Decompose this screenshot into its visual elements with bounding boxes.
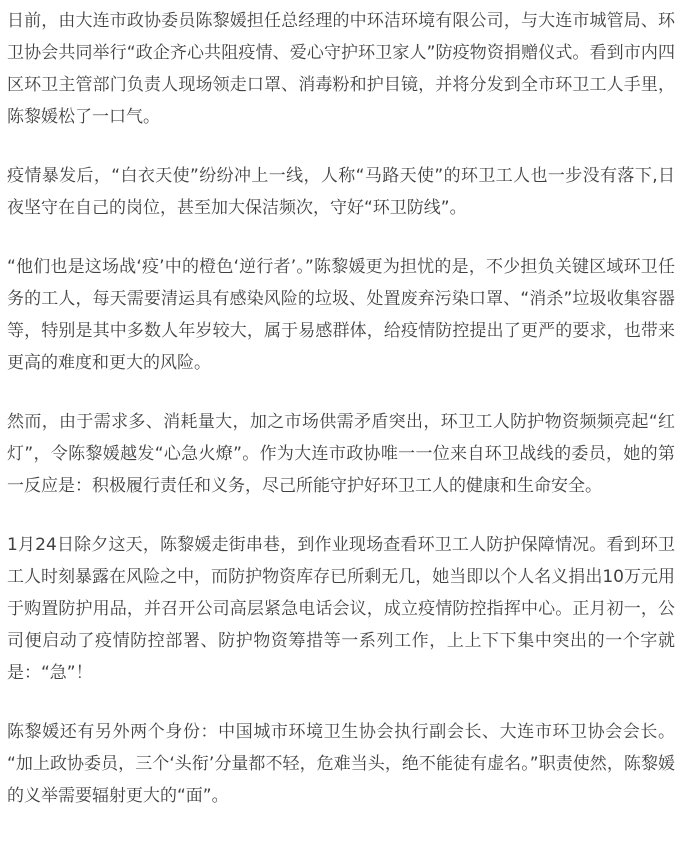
paragraph: “他们也是这场战‘疫’中的橙色‘逆行者’。”陈黎媛更为担忧的是，不少担负关键区域环卫任务的工人，每天需要清运具有感染风险的垃圾、处置废弃污染口罩、“消杀”垃圾收集容器等，特别是其中多数人年岁较大，属于易感群体，给疫情防控提出了更严的要求，也带来更高的难度和更大的风险。 <box>7 257 675 373</box>
paragraph: 日前，由大连市政协委员陈黎媛担任总经理的中环洁环境有限公司，与大连市城管局、环卫协会共同举行“政企齐心共阻疫情、爱心守护环卫家人”防疫物资捐赠仪式。看到市内四区环卫主管部门负责人现场领走口罩、消毒粉和护目镜，并将分发到全市环卫工人手里，陈黎媛松了一口气。 <box>7 11 675 127</box>
paragraph: 1月24日除夕这天，陈黎媛走街串巷，到作业现场查看环卫工人防护保障情况。看到环卫工人时刻暴露在风险之中，而防护物资库存已所剩无几，她当即以个人名义捐出10万元用于购置防护用品，并召开公司高层紧急电话会议，成立疫情防控指挥中心。正月初一，公司便启动了疫情防控部署、防护物资筹措等一系列工作，上上下下集中突出的一个字就是：“急”！ <box>7 535 675 683</box>
paragraph: 然而，由于需求多、消耗量大，加之市场供需矛盾突出，环卫工人防护物资频频亮起“红灯”，令陈黎媛越发“心急火燎”。作为大连市政协唯一一位来自环卫战线的委员，她的第一反应是：积极履行责任和义务，尽己所能守护好环卫工人的健康和生命安全。 <box>7 412 675 496</box>
paragraph: 疫情暴发后，“白衣天使”纷纷冲上一线，人称“马路天使”的环卫工人也一步没有落下,日夜坚守在自己的岗位，甚至加大保洁频次，守好“环卫防线”。 <box>7 166 675 218</box>
paragraph: 陈黎媛还有另外两个身份：中国城市环境卫生协会执行副会长、大连市环卫协会会长。“加上政协委员，三个‘头衔’分量都不轻，危难当头，绝不能徒有虚名。”职责使然，陈黎媛的义举需要辐射更大的“面”。 <box>7 722 675 806</box>
